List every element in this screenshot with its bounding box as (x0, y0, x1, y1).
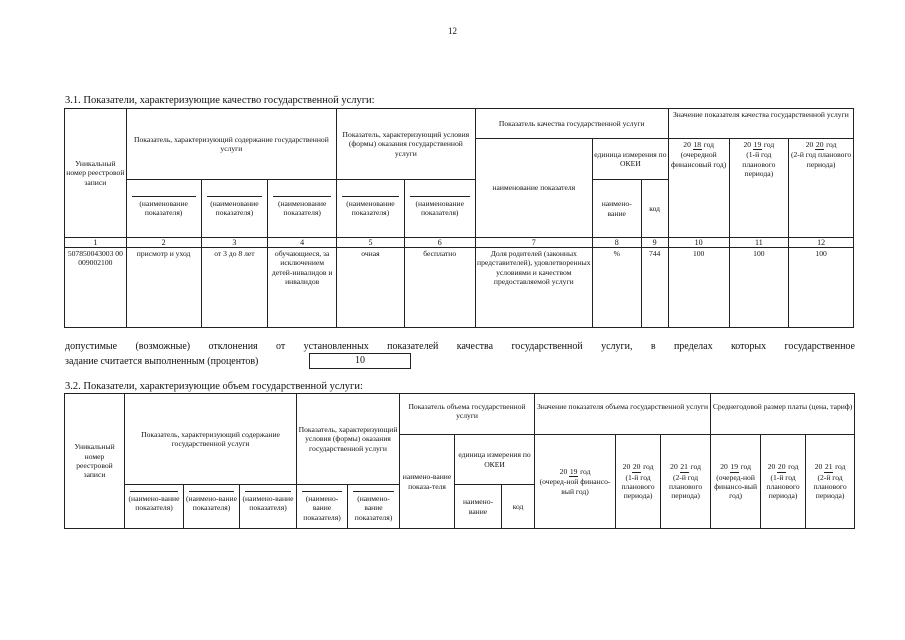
sub-header-indicator-1 (126, 180, 201, 238)
cell-condition-2: бесплатно (404, 248, 475, 328)
sub-name-2: (наименование показателя) (210, 199, 259, 218)
v-sub-name-5: (наимено-вание показателя) (354, 494, 393, 522)
col-num: 2 (126, 238, 201, 248)
col-num: 5 (337, 238, 405, 248)
col-num: 10 (668, 238, 729, 248)
fee-year-3-number: 21 (824, 462, 833, 472)
v-sub-header-condition-1 (297, 485, 348, 529)
v-sub-header-indicator-3 (240, 485, 297, 529)
quality-indicators-table (64, 108, 854, 328)
header-unit-okei: единица измерения по ОКЕИ (592, 139, 668, 180)
fee-year-1-suffix: год (740, 462, 751, 472)
header-content-indicator: Показатель, характеризующий содержание государственной услуги (126, 109, 336, 180)
volume-indicators-table (64, 393, 855, 529)
v-header-unit-code: код (502, 485, 535, 529)
cell-value-year-3: 100 (789, 248, 854, 328)
vol-year-1-number: 19 (569, 466, 578, 476)
header-quality-indicator: Показатель качества государственной услуги (475, 109, 668, 139)
v-sub-name-2: (наимено-вание показателя) (186, 494, 237, 513)
year-2-prefix: 20 (743, 140, 752, 149)
vol-year-2-suffix: год (643, 462, 654, 472)
sub-header-indicator-2 (201, 180, 268, 238)
header-year-1 (668, 139, 729, 238)
table-row (65, 248, 854, 328)
fee-year-3-suffix: год (835, 462, 846, 472)
header-indicator-name: наименование показателя (475, 139, 592, 238)
header-unique-number: Уникальный номер реестровой записи (65, 109, 127, 238)
v-header-fee-year-2 (761, 435, 806, 529)
sub-name-3: (наименование показателя) (277, 199, 327, 218)
v-header-vol-year-1 (535, 435, 616, 529)
header-quality-value: Значение показателя качества государственной услуги (668, 109, 853, 139)
year-3-prefix: 20 (805, 140, 814, 149)
year-1-desc: (очередной финансовый год) (671, 150, 727, 169)
fee-year-1-prefix: 20 (720, 462, 728, 472)
cell-unique-number: 507850043003 00009002100 (65, 248, 127, 328)
v-header-unit-name: наимено-вание (455, 485, 502, 529)
col-num: 12 (789, 238, 854, 248)
vol-year-1-prefix: 20 (559, 466, 568, 476)
vol-year-3-prefix: 20 (670, 462, 678, 472)
deviation-value-box: 10 (309, 353, 411, 369)
v-header-fee-year-1 (711, 435, 761, 529)
v-header-avg-fee: Среднегодовой размер платы (цена, тариф) (711, 394, 855, 435)
v-header-vol-year-3 (661, 435, 711, 529)
v-header-conditions-indicator: Показатель, характеризующий условия (формы) оказания государственной услуги (297, 394, 400, 485)
cell-condition-1: очная (337, 248, 405, 328)
v-sub-header-indicator-1 (125, 485, 184, 529)
col-num: 6 (404, 238, 475, 248)
col-num: 9 (641, 238, 668, 248)
v-sub-name-3: (наимено-вание показателя) (242, 494, 294, 513)
fee-year-2-suffix: год (788, 462, 799, 472)
year-2-suffix: год (763, 140, 775, 149)
cell-content-2: от 3 до 8 лет (201, 248, 268, 328)
col-num: 3 (201, 238, 268, 248)
fee-year-2-desc: (1-й год планового периода) (766, 472, 800, 501)
page-number: 12 (448, 26, 457, 36)
vol-year-3-desc: (2-й год планового периода) (668, 472, 703, 501)
vol-year-2-prefix: 20 (622, 462, 631, 472)
col-num: 8 (592, 238, 641, 248)
v-sub-name-1: (наимено-вание показателя) (128, 494, 180, 513)
vol-year-1-suffix: год (580, 466, 591, 476)
v-sub-header-condition-2 (348, 485, 400, 529)
v-header-volume-indicator: Показатель объема государственной услуги (400, 394, 535, 435)
header-unit-name: наимено-вание (592, 180, 641, 238)
sub-name-5: (наименование показателя) (415, 199, 464, 218)
cell-unit-code: 744 (641, 248, 668, 328)
sub-name-1: (наименование показателя) (139, 199, 188, 218)
v-header-content-indicator: Показатель, характеризующий содержание государственной услуги (125, 394, 297, 485)
year-2-number: 19 (753, 140, 762, 149)
v-header-indicator-name: наимено-вание показа-теля (400, 435, 455, 529)
col-num: 4 (268, 238, 337, 248)
column-numbers-row (65, 238, 854, 248)
year-3-desc: (2-й год планового периода) (790, 150, 852, 169)
header-conditions-indicator: Показатель, характеризующий условия (формы) оказания государственной услуги (337, 109, 476, 180)
vol-year-2-desc: (1-й год планового периода) (621, 472, 655, 501)
fee-year-2-prefix: 20 (767, 462, 776, 472)
fee-year-3-prefix: 20 (814, 462, 823, 472)
cell-value-year-1: 100 (668, 248, 729, 328)
col-num: 11 (729, 238, 789, 248)
v-sub-header-indicator-2 (184, 485, 240, 529)
fee-year-3-desc: (2-й год планового периода) (813, 472, 847, 501)
v-header-vol-year-2 (616, 435, 661, 529)
cell-indicator-name: Доля родителей (законных представителей), удовлетворенных условиями и качеством предоставляемой услуги (475, 248, 592, 328)
vol-year-1-desc: (очеред-ной финансо-вый год) (539, 477, 611, 496)
year-1-suffix: год (703, 140, 715, 149)
fee-year-1-number: 19 (730, 462, 738, 472)
fee-year-1-desc: (очеред-ной финансо-вый год) (714, 472, 758, 501)
cell-content-1: присмотр и уход (126, 248, 201, 328)
v-header-volume-value: Значение показателя объема государственной услуги (535, 394, 711, 435)
v-header-unit-okei: единица измерения по ОКЕИ (455, 435, 535, 485)
year-3-number: 20 (815, 140, 824, 149)
vol-year-3-number: 21 (680, 462, 688, 472)
section-3-2-title: 3.2. Показатели, характеризующие объем государственной услуги: (65, 381, 363, 392)
vol-year-2-number: 20 (632, 462, 641, 472)
v-header-fee-year-3 (806, 435, 855, 529)
header-unit-code: код (641, 180, 668, 238)
header-year-3 (789, 139, 854, 238)
sub-header-condition-1 (337, 180, 405, 238)
fee-year-2-number: 20 (777, 462, 786, 472)
deviation-text-line-2: задание считается выполненным (процентов) (65, 356, 259, 367)
cell-content-3: обучающиеся, за исключением детей-инвалидов и инвалидов (268, 248, 337, 328)
col-num: 1 (65, 238, 127, 248)
year-1-prefix: 20 (683, 140, 691, 149)
vol-year-3-suffix: год (690, 462, 701, 472)
year-1-number: 18 (693, 140, 702, 149)
sub-name-4: (наименование показателя) (346, 199, 395, 218)
cell-unit-name: % (592, 248, 641, 328)
header-year-2 (729, 139, 789, 238)
year-3-suffix: год (826, 140, 837, 149)
v-header-unique-number: Уникальный номер реестровой записи (65, 394, 125, 529)
sub-header-condition-2 (404, 180, 475, 238)
section-3-1-title: 3.1. Показатели, характеризующие качество государственной услуги: (65, 95, 375, 106)
sub-header-indicator-3 (268, 180, 337, 238)
deviation-text-line-1: допустимые (возможные) отклонения от установленных показателей качества государственной услуги, в пределах которых государственное (65, 341, 855, 352)
cell-value-year-2: 100 (729, 248, 789, 328)
year-2-desc: (1-й год планового периода) (742, 150, 776, 179)
v-sub-name-4: (наимено-вание показателя) (303, 494, 341, 522)
col-num: 7 (475, 238, 592, 248)
